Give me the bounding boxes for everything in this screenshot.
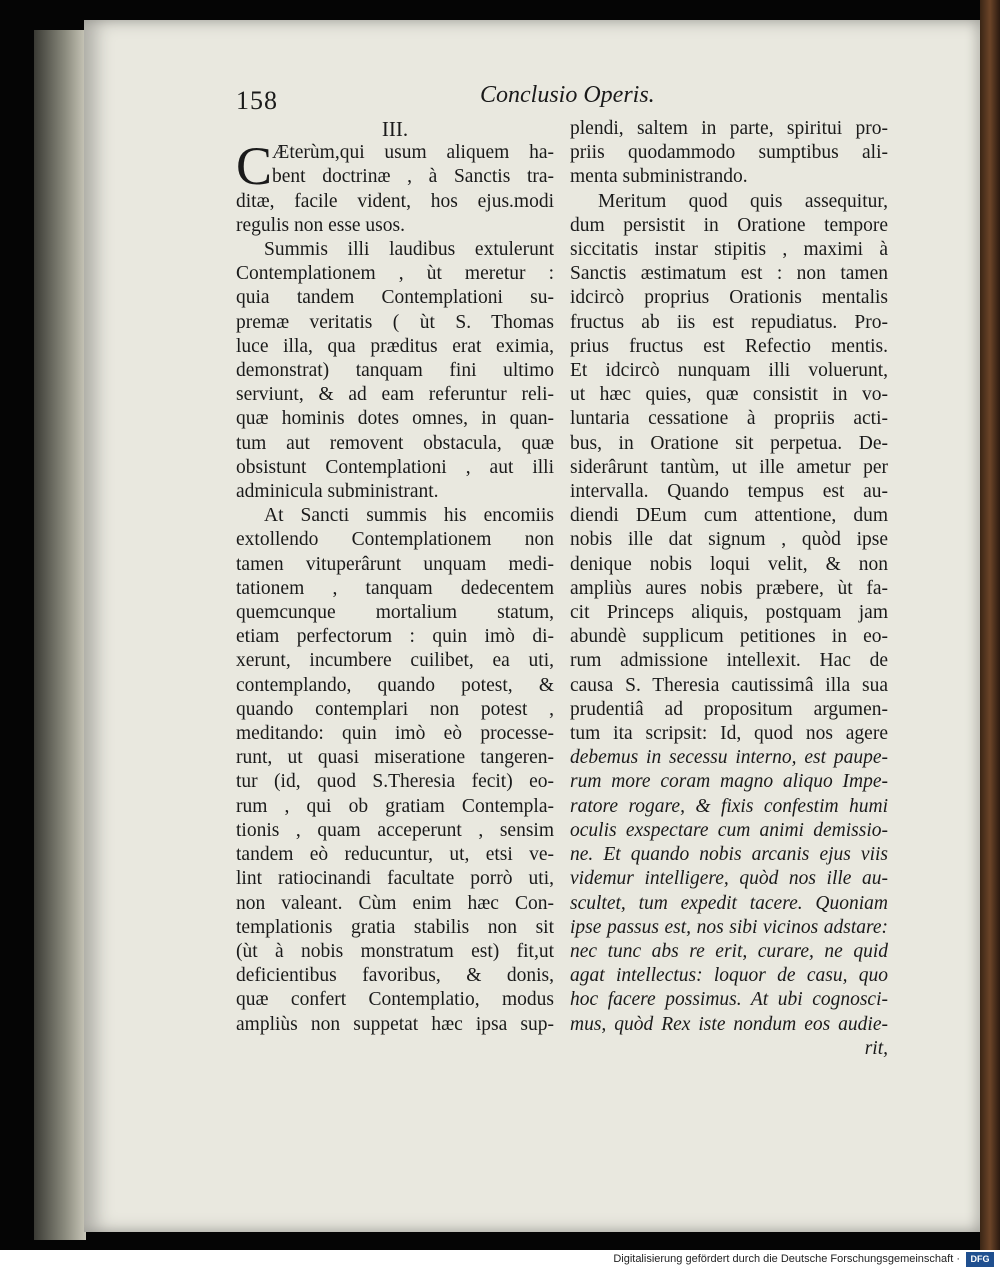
text-line: deficientibus favoribus, & donis, (236, 965, 554, 987)
text-line: prudentiâ ad propositum argumen- (570, 698, 888, 720)
text-line: denique nobis loqui velit, & non (570, 553, 888, 575)
text-line: ditæ, facile vident, hos ejus.modi (236, 190, 554, 212)
section-heading: III. (381, 117, 409, 141)
text-line: tur (id, quod S.Theresia fecit) eo- (236, 771, 554, 793)
text-line: nec tunc abs re erit, curare, ne quid (570, 940, 888, 962)
text-line: mus, quòd Rex iste nondum eos audie- (570, 1013, 888, 1035)
text-line: quemcunque mortalium statum, (236, 602, 554, 624)
text-line: runt, ut quasi miseratione tangeren- (236, 747, 554, 769)
text-line: xerunt, incumbere cuilibet, ea uti, (236, 650, 554, 672)
text-line: prius fructus est Refectio mentis. (570, 335, 888, 357)
text-line: tum ita scripsit: Id, quod nos agere (570, 723, 888, 745)
text-line: Meritum quod quis assequitur, (598, 190, 888, 212)
text-line: quia tandem Contemplationi su- (236, 287, 554, 309)
dfg-logo: DFG (966, 1252, 994, 1267)
text-line: templationis gratia stabilis non sit (236, 916, 554, 938)
text-line: tionis , quam acceperunt , sensim (236, 819, 554, 841)
text-line: ne. Et quando nobis arcanis ejus viis (570, 844, 888, 866)
text-line: causa S. Theresia cautissimâ illa sua (570, 674, 888, 696)
text-line: Summis illi laudibus extulerunt (264, 239, 554, 261)
text-line: ampliùs non suppetat hæc ipsa sup- (236, 1013, 554, 1035)
page-number: 158 (236, 86, 278, 115)
text-line: rum , qui ob gratiam Contempla- (236, 795, 554, 817)
text-line: Contemplationem , ùt meretur : (236, 263, 554, 285)
text-line: At Sancti summis his encomiis (264, 505, 554, 527)
text-line: ratore rogare, & fixis confestim humi (570, 795, 888, 817)
text-line: serviunt, & ad eam referuntur reli- (236, 384, 554, 406)
text-line: premæ veritatis ( ùt S. Thomas (236, 311, 554, 333)
text-line: luntaria cessatione à propriis acti- (570, 408, 888, 430)
text-line: rum more coram magno aliquo Impe- (570, 771, 888, 793)
text-line: debemus in secessu interno, est paupe- (570, 747, 888, 769)
text-line: meditando: quin imò eò processe- (236, 723, 554, 745)
text-line: extollendo Contemplationem non (236, 529, 554, 551)
text-line: agat intellectus: loquor de casu, quo (570, 965, 888, 987)
text-line: Et idcircò nunquam illi voluerunt, (570, 360, 888, 382)
text-line: siccitatis instar stipitis , maximi à (570, 239, 888, 261)
text-line: bus, in Oratione sit perpetua. De- (570, 432, 888, 454)
text-line: tationem , tanquam dedecentem (236, 577, 554, 599)
text-line: regulis non esse usos. (236, 214, 405, 236)
text-line: dum persistit in Oratione tempore (570, 214, 888, 236)
text-line: obsistunt Contemplationi , aut illi (236, 456, 554, 478)
text-line: quæ hominis dotes omnes, in quan- (236, 408, 554, 430)
text-line: luce illa, qua præditus erat eximia, (236, 335, 554, 357)
text-line: adminicula subministrant. (236, 481, 439, 503)
text-line: quæ confert Contemplatio, modus (236, 989, 554, 1011)
text-line: siderârunt tantùm, ut ille ametur per (570, 456, 888, 478)
text-line: menta subministrando. (570, 166, 748, 188)
text-line: demonstrat) tanquam fini ultimo (236, 360, 554, 382)
text-line: tum aut removent obstacula, quæ (236, 432, 554, 454)
text-line: tamen vituperârunt unquam medi- (236, 553, 554, 575)
text-line: idcircò proprius Orationis mentalis (570, 287, 888, 309)
text-line: lint ratiocinandi facultate porrò uti, (236, 868, 554, 890)
text-line: fructus ab iis est repudiatus. Pro- (570, 311, 888, 333)
text-line: videmur intelligere, quòd nos ille au- (570, 868, 888, 890)
text-line: ut hæc quies, quæ consistit in vo- (570, 384, 888, 406)
right-column (570, 117, 888, 1061)
text-line: hoc facere possimus. At ubi cognosci- (570, 989, 888, 1011)
text-line: contemplando, quando potest, & (236, 674, 554, 696)
text-line: oculis exspectare cum animi demissio- (570, 819, 888, 841)
text-line: quando contemplari non potest , (236, 698, 554, 720)
scan-right-edge (980, 0, 1000, 1250)
left-column (236, 117, 554, 1037)
text-line: cit Princeps aliquis, postquam jam (570, 602, 888, 624)
text-line: ampliùs aures nobis præbere, ùt fa- (570, 577, 888, 599)
text-line: non valeant. Cùm enim hæc Con- (236, 892, 554, 914)
text-line: etiam perfectorum : quin imò di- (236, 626, 554, 648)
text-line: nobis ille dat signum , quòd ipse (570, 529, 888, 551)
text-line: tandem eò reducuntur, ut, etsi ve- (236, 844, 554, 866)
text-line: scultet, tum expedit tacere. Quoniam (570, 892, 888, 914)
text-line: intervalla. Quando tempus est au- (570, 481, 888, 503)
text-line: diendi DEum cum attentione, dum (570, 505, 888, 527)
text-line: rum admissione intellexit. Hac de (570, 650, 888, 672)
text-line: plendi, saltem in parte, spiritui pro- (570, 118, 888, 139)
footer-credit: Digitalisierung gefördert durch die Deutsche Forschungsgemeinschaft · (613, 1253, 960, 1265)
scan-left-edge (34, 30, 86, 1240)
text-line: abundè supplicum petitiones in eo- (570, 626, 888, 648)
text-line: priis quodammodo sumptibus ali- (570, 142, 888, 164)
catchword: rit, (864, 1037, 888, 1059)
text-line: bent doctrinæ , à Sanctis tra- (272, 166, 554, 188)
text-line: (ùt à nobis monstratum est) fit,ut (236, 940, 554, 962)
text-line: C Æterùm,qui usum aliquem ha- (236, 136, 554, 197)
text-line: ipse passus est, nos sibi vicinos adstare: (570, 916, 888, 938)
text-line: Sanctis æstimatum est : non tamen (570, 263, 888, 285)
footer-bar (0, 1250, 1000, 1270)
running-head: Conclusio Operis. (480, 82, 655, 108)
drop-cap: C (236, 136, 273, 197)
